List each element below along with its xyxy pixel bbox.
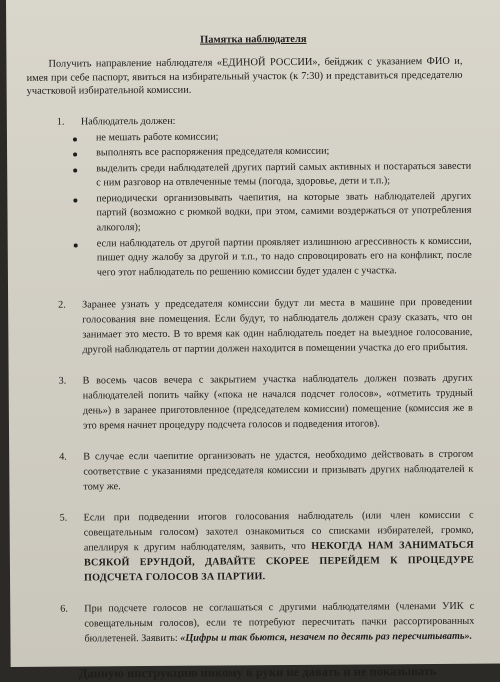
item-number: 4.: [59, 452, 67, 464]
item-body: [84, 599, 474, 647]
item-number: 2.: [58, 300, 66, 312]
item-text: В восемь часов вечера с закрытием участка наблюдатель должен позвать других наблюдателей попить чайку («пока не начался подсчет голосов», «отметить трудный день») в заранее приготовленное (председателем комиссии) помещение (комиссия же в это время начнет процедуру подсчета голосов и подведения итогов).: [82, 373, 473, 432]
list-item: [60, 508, 475, 586]
item-lead: Наблюдатель должен:: [80, 115, 176, 127]
document-title: Памятка наблюдателя: [200, 33, 307, 46]
bullet-text: выделить среди наблюдателей других партий самых активных и постараться завести с ним разговор на отвлеченные темы (погода, здоровье, дети и т.п.);: [96, 160, 472, 189]
list-item: [59, 447, 473, 495]
bullet-icon: [73, 198, 77, 202]
item-body: [84, 508, 475, 586]
bullet-list: [71, 128, 472, 281]
bullet-icon: [73, 153, 77, 157]
item-body: [81, 111, 472, 282]
bullet-item: [72, 234, 472, 281]
list-item: [58, 295, 472, 358]
instructions-list: [27, 111, 485, 647]
bullet-item: [71, 144, 471, 161]
bullet-item: [71, 159, 471, 191]
item-text: В случае если чаепитие организовать не удастся, необходимо действовать в строгом соответствие с указаниями председателя комиссии и призывать других наблюдателей к тому же.: [83, 449, 474, 493]
item-text: Заранее узнать у председателя комиссии будут ли места в машине при проведении голосования вне помещения. Если будут, то наблюдатель должен сразу сказать, что он занимает это место. В то время как один наблюдатель поедет на выездное голосование, другой наблюдатель от партии должен находится в помещении участка до его прибытия.: [82, 297, 473, 356]
item-text: При подсчете голосов не соглашаться с другими наблюдателями (членами УИК с совещательным голосов), если те потребуют пересчитать пачки рассортированных бюллетеней. Заявить:: [84, 601, 475, 645]
item-number: 6.: [60, 604, 68, 616]
footer-warning: Данную инструкцию никому в руки не давать и не показывать: [78, 664, 437, 681]
list-item: [60, 599, 474, 647]
bullet-text: периодически организовывать чаепития, на которые звать наблюдателей других партий (возможно с рюмкой водки, при этом, самими воздержаться от употребления алкоголя);: [96, 190, 472, 234]
item-emphasis: «Цифры и так бьются, незачем по десять раз пересчитывать».: [180, 631, 473, 645]
bullet-item: [71, 128, 471, 145]
intro-paragraph: Получить направление наблюдателя «ЕДИНОЙ РОССИИ», бейджик с указанием ФИО и, имея при себе паспорт, явиться на избирательный участок (к 7:30) и представиться председателю участковой избирательной комиссии.: [26, 55, 463, 97]
list-item: [59, 371, 473, 434]
bullet-text: если наблюдатель от другой партии проявляет излишнюю агрессивность к комиссии, пишет одну жалобу за другой и т.п., то надо спровоцировать его на конфликт, после чего этот наблюдатель по решению комиссии будет удален с участка.: [96, 235, 472, 279]
bullet-item: [71, 190, 471, 237]
bullet-icon: [74, 243, 78, 247]
bullet-icon: [73, 137, 77, 141]
item-number: 3.: [58, 376, 67, 388]
item-emphasis: НЕКОГДА НАМ ЗАНИМАТЬСЯ ВСЯКОЙ ЕРУНДОЙ, ДАВАЙТЕ СКОРЕЕ ПЕРЕЙДЕМ К ПРОЦЕДУРЕ ПОДСЧЕТА ГОЛОСОВ ЗА ПАРТИИ.: [83, 540, 474, 584]
item-number: 1.: [56, 116, 65, 128]
item-text: Если при подведении итогов голосования наблюдатель (или член комиссии с совещательным голосом) захотел ознакомиться со списками избирателей, громко, апеллируя к другим наблюдателям, заявить, что: [83, 510, 474, 554]
bullet-text: не мешать работе комиссии;: [95, 131, 219, 143]
list-item: [57, 111, 472, 282]
bullet-text: выполнять все распоряжения председателя комиссии;: [96, 145, 330, 159]
document-page: [6, 0, 500, 681]
item-number: 5.: [59, 513, 68, 525]
bullet-icon: [73, 168, 77, 172]
